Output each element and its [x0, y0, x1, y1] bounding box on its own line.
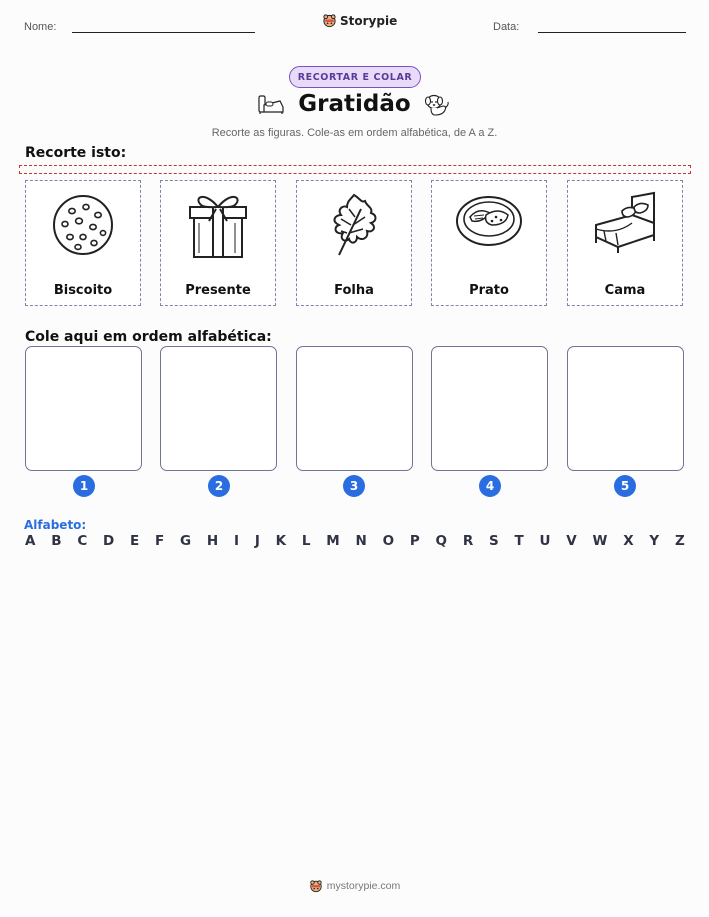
- alphabet-letter: H: [206, 533, 219, 549]
- storypie-mascot-icon: [322, 13, 337, 28]
- card-label: Prato: [469, 283, 509, 298]
- cut-card-plate[interactable]: [431, 180, 547, 306]
- number-badge-4: 4: [479, 475, 501, 497]
- card-label: Folha: [334, 283, 374, 298]
- alphabet-letter: Z: [674, 533, 685, 549]
- number-badge-5: 5: [614, 475, 636, 497]
- name-label: Nome:: [24, 21, 57, 33]
- alphabet-letter: G: [180, 533, 192, 549]
- number-badge-3: 3: [343, 475, 365, 497]
- paste-box-4[interactable]: [431, 346, 548, 471]
- cut-card-leaf[interactable]: [296, 180, 412, 306]
- leaf-icon: [321, 187, 387, 267]
- cookie-icon: [50, 187, 116, 267]
- card-label: Biscoito: [53, 283, 113, 298]
- paste-section-label: Cole aqui em ordem alfabética:: [25, 329, 272, 345]
- brand-name: Storypie: [340, 13, 398, 28]
- number-badge-2: 2: [208, 475, 230, 497]
- activity-badge: RECORTAR E COLAR: [289, 66, 421, 88]
- paste-box-5[interactable]: [567, 346, 684, 471]
- alphabet-letter: A: [25, 533, 36, 549]
- date-line[interactable]: [538, 32, 686, 33]
- number-badge-1: 1: [73, 475, 95, 497]
- gift-icon: [185, 187, 251, 267]
- alphabet-label: Alfabeto:: [24, 518, 87, 532]
- alphabet-letter: Y: [649, 533, 660, 549]
- alphabet-letter: E: [130, 533, 140, 549]
- alphabet-letter: V: [566, 533, 577, 549]
- bed-icon: [592, 187, 658, 267]
- paste-box-1[interactable]: [25, 346, 142, 471]
- alphabet-letter: K: [275, 533, 287, 549]
- page-title: Gratidão: [298, 91, 411, 117]
- alphabet-letter: B: [51, 533, 62, 549]
- alphabet-letter: D: [103, 533, 115, 549]
- cut-card-bed[interactable]: [567, 180, 683, 306]
- alphabet-letter: X: [623, 533, 634, 549]
- alphabet-letter: J: [254, 533, 260, 549]
- alphabet-letter: I: [234, 533, 240, 549]
- instructions: Recorte as figuras. Cole-as em ordem alfabética, de A a Z.: [211, 127, 498, 139]
- alphabet-letter: L: [301, 533, 311, 549]
- footer-link[interactable]: mystorypie.com: [326, 880, 401, 892]
- paste-box-3[interactable]: [296, 346, 413, 471]
- alphabet-letter: O: [382, 533, 395, 549]
- footer: [0, 879, 709, 893]
- alphabet-letter: M: [326, 533, 340, 549]
- alphabet-letter: R: [462, 533, 474, 549]
- storypie-mascot-icon: [309, 879, 323, 893]
- cut-card-gift[interactable]: [160, 180, 276, 306]
- card-label: Cama: [604, 283, 646, 298]
- cut-line: [19, 165, 691, 174]
- alphabet-letter: P: [409, 533, 420, 549]
- alphabet-row: [25, 533, 685, 549]
- plate-icon: [456, 187, 522, 267]
- alphabet-letter: W: [592, 533, 608, 549]
- dog-decoration-icon: [423, 92, 451, 118]
- name-line[interactable]: [72, 32, 255, 33]
- alphabet-letter: Q: [435, 533, 448, 549]
- cut-section-label: Recorte isto:: [25, 145, 127, 161]
- alphabet-letter: F: [155, 533, 165, 549]
- date-label: Data:: [493, 21, 520, 33]
- alphabet-letter: C: [77, 533, 88, 549]
- storypie-logo: [322, 13, 397, 28]
- alphabet-letter: T: [514, 533, 524, 549]
- paste-box-2[interactable]: [160, 346, 277, 471]
- alphabet-letter: S: [489, 533, 499, 549]
- alphabet-letter: N: [355, 533, 367, 549]
- cut-card-cookie[interactable]: [25, 180, 141, 306]
- card-label: Presente: [185, 283, 251, 298]
- alphabet-letter: U: [539, 533, 551, 549]
